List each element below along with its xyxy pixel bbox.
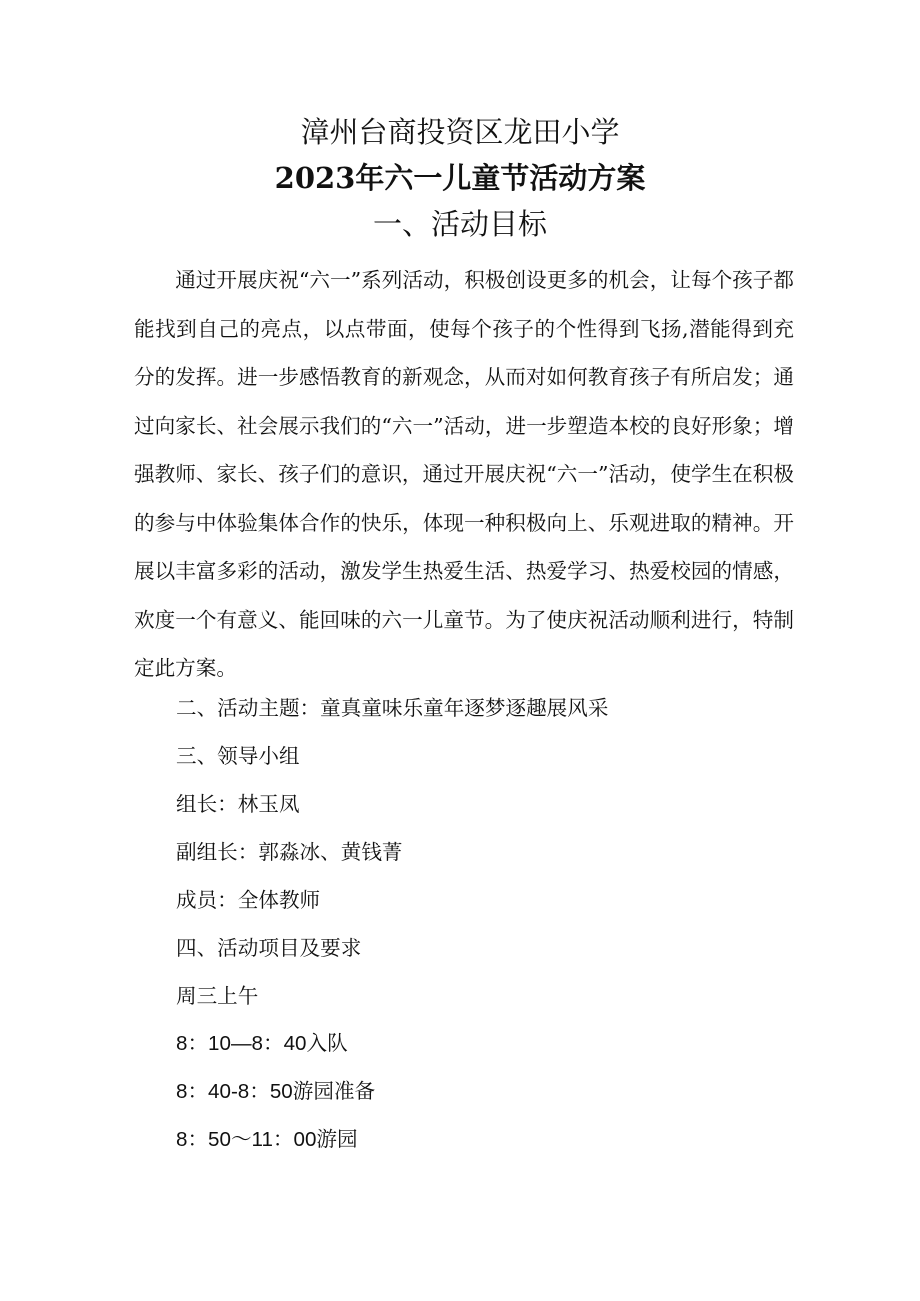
schedule-item: 8：40-8：50游园准备: [176, 1080, 376, 1103]
theme-line: 二、活动主题：童真童味乐童年逐梦逐趣展风采: [176, 696, 609, 720]
schedule-item: 8：10—8：40入队: [176, 1032, 348, 1055]
section-heading-goals: 一、活动目标: [372, 207, 547, 241]
school-name: 漳州台商投资区龙田小学: [300, 115, 620, 149]
leader-line: 组长：林玉凤: [176, 792, 300, 816]
section-heading-activities: 四、活动项目及要求: [176, 936, 362, 960]
day-line: 周三上午: [176, 984, 259, 1008]
deputy-leader-line: 副组长：郭淼冰、黄钱菁: [176, 840, 403, 864]
section-heading-leadership: 三、领导小组: [176, 744, 300, 768]
plan-title: 2023年六一儿童节活动方案: [274, 161, 646, 195]
members-line: 成员：全体教师: [176, 888, 321, 912]
goal-paragraph: 通过开展庆祝“六一”系列活动，积极创设更多的机会，让每个孩子都能找到自己的亮点，以点带面，使每个孩子的个性得到飞扬,潜能得到充分的发挥。进一步感悟教育的新观念，从而对如何教育孩子有所启发；通过向家长、社会展示我们的“六一”活动，进一步塑造本校的良好形象；增强教师、家长、孩子们的意识，通过开展庆祝“六一”活动，使学生在积极的参与中体验集体合作的快乐，体现一种积极向上、乐观进取的精神。开展以丰富多彩的活动，激发学生热爱生活、热爱学习、热爱校园的情感，欢度一个有意义、能回味的六一儿童节。为了使庆祝活动顺利进行，特制定此方案。: [134, 268, 794, 680]
schedule-item: 8：50～11：00游园: [176, 1128, 358, 1151]
